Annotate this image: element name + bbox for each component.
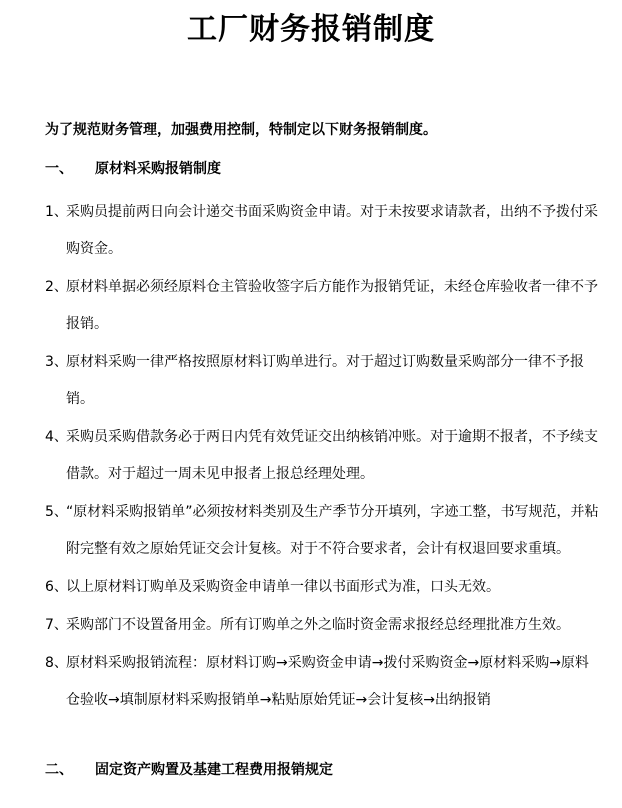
intro-paragraph: 为了规范财务管理，加强费用控制，特制定以下财务报销制度。 (45, 122, 437, 138)
list-item (45, 607, 600, 644)
section-number: 一、 (45, 161, 73, 177)
item-number: 8、 (45, 655, 68, 671)
item-number: 6、 (45, 579, 68, 595)
section-heading-1 (45, 159, 221, 179)
list-item (45, 645, 600, 719)
list-item (45, 569, 600, 606)
section-heading-2 (45, 760, 333, 780)
list-item (45, 269, 600, 343)
list-item (45, 419, 600, 493)
list-item (45, 344, 600, 418)
list-item (45, 194, 600, 268)
item-number: 4、 (45, 429, 68, 445)
item-text: 原材料采购一律严格按照原材料订购单进行。对于超过订购数量采购部分一律不予报销。 (66, 354, 584, 407)
item-number: 5、 (45, 504, 68, 520)
list-item (45, 494, 600, 568)
item-number: 3、 (45, 354, 68, 370)
item-text: 采购员采购借款务必于两日内凭有效凭证交出纳核销冲账。对于逾期不报者，不予续支借款。对于超过一周未见申报者上报总经理处理。 (66, 429, 598, 482)
section-number: 二、 (45, 762, 73, 778)
item-text: “原材料采购报销单”必须按材料类别及生产季节分开填列，字迹工整，书写规范，并粘附完整有效之原始凭证交会计复核。对于不符合要求者，会计有权退回要求重填。 (66, 504, 599, 557)
item-text: 采购员提前两日向会计递交书面采购资金申请。对于未按要求请款者，出纳不予拨付采购资金。 (66, 204, 598, 257)
item-number: 2、 (45, 279, 68, 295)
section-title: 原材料采购报销制度 (95, 161, 221, 177)
page-title: 工厂财务报销制度 (187, 12, 435, 47)
item-text: 原材料单据必须经原料仓主管验收签字后方能作为报销凭证，未经仓库验收者一律不予报销。 (66, 279, 598, 332)
item-text: 原材料采购报销流程：原材料订购→采购资金申请→拨付采购资金→原材料采购→原料仓验收→填制原材料采购报销单→粘贴原始凭证→会计复核→出纳报销 (66, 655, 589, 708)
item-text: 采购部门不设置备用金。所有订购单之外之临时资金需求报经总经理批准方生效。 (66, 617, 570, 633)
item-number: 1、 (45, 204, 68, 220)
item-text: 以上原材料订购单及采购资金申请单一律以书面形式为准，口头无效。 (66, 579, 500, 595)
item-number: 7、 (45, 617, 68, 633)
section-title: 固定资产购置及基建工程费用报销规定 (95, 762, 333, 778)
rules-list (45, 194, 600, 720)
